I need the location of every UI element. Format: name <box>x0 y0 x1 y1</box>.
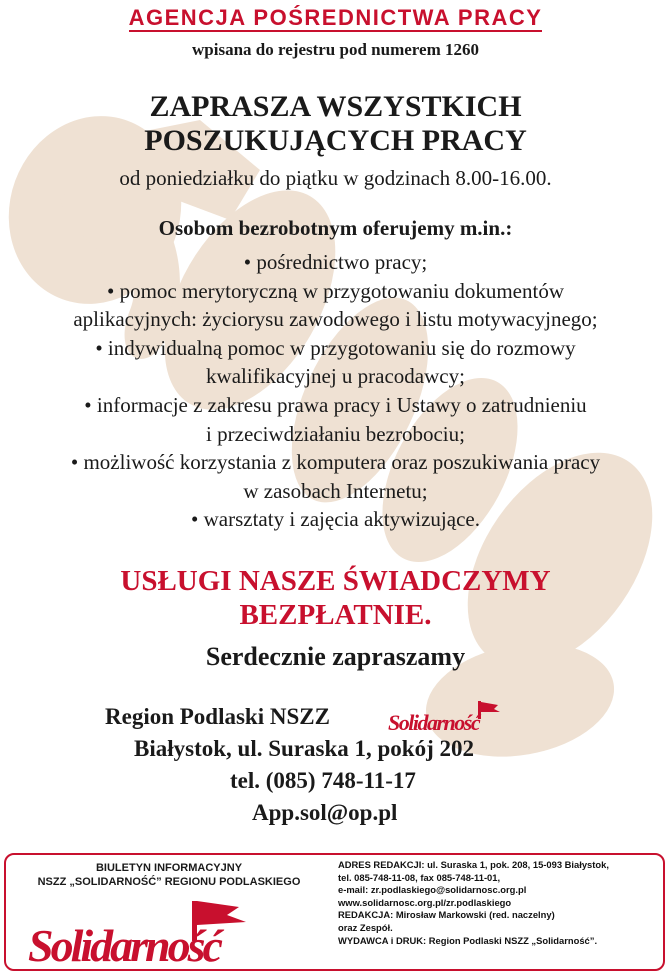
offer-line: w zasobach Internetu; <box>243 478 428 503</box>
offer-line: aplikacyjnych: życiorysu zawodowego i listu motywacyjnego; <box>73 307 598 332</box>
solidarnosc-logo <box>24 895 294 967</box>
free-services-notice <box>0 564 671 632</box>
region-name: Region Podlaski NSZZ <box>105 704 330 729</box>
offer-line: kwalifikacyjnej u pracodawcy; <box>206 364 465 389</box>
offer-line: • pośrednictwo pracy; <box>243 250 428 274</box>
bulletin-title <box>14 861 324 889</box>
offer-line: • warsztaty i zajęcia aktywizujące. <box>191 507 480 532</box>
editorial-line: ADRES REDAKCJI: ul. Suraska 1, pok. 208, 15-093 Białystok, <box>338 859 609 870</box>
editorial-line: www.solidarnosc.org.pl/zr.podlaskiego <box>338 896 512 908</box>
offer-list <box>10 248 661 534</box>
offer-line: • indywidualną pomoc w przygotowaniu się do rozmowy <box>95 335 576 360</box>
registry-note: wpisana do rejestru pod numerem 1260 <box>192 40 479 59</box>
headline <box>0 90 671 158</box>
offer-line: • możliwość korzystania z komputera oraz poszukiwania pracy <box>70 450 601 475</box>
address: Białystok, ul. Suraska 1, pokój 202 <box>134 736 474 761</box>
free-services-line: USŁUGI NASZE ŚWIADCZYMY <box>120 565 551 597</box>
editorial-info <box>338 859 663 947</box>
bulletin-title-line: BIULETYN INFORMACYJNY <box>95 862 243 874</box>
offer-heading: Osobom bezrobotnym oferujemy m.in.: <box>158 216 513 240</box>
editorial-line: REDAKCJA: Mirosław Markowski (red. naczelny) <box>338 909 555 921</box>
editorial-line: oraz Zespół. <box>338 921 393 933</box>
headline-line: ZAPRASZA WSZYSTKICH <box>149 90 522 123</box>
svg-text:Solidarność: Solidarność <box>28 920 220 967</box>
bulletin-box <box>4 853 665 971</box>
headline-line: POSZUKUJĄCYCH PRACY <box>144 124 527 157</box>
office-hours: od poniedziałku do piątku w godzinach 8.00-16.00. <box>119 166 552 190</box>
invitation: Serdecznie zapraszamy <box>205 642 466 671</box>
offer-line: i przeciwdziałaniu bezrobociu; <box>206 421 465 446</box>
bulletin-title-line: NSZZ „SOLIDARNOŚĆ” REGIONU PODLASKIEGO <box>37 876 301 888</box>
phone: tel. (085) 748-11-17 <box>230 768 416 793</box>
email: App.sol@op.pl <box>252 800 398 825</box>
editorial-line: tel. 085-748-11-08, fax 085-748-11-01, <box>338 871 501 883</box>
solidarnosc-logo <box>386 700 526 734</box>
svg-text:Solidarność: Solidarność <box>388 710 480 734</box>
agency-title-text: AGENCJA POŚREDNICTWA PRACY <box>128 5 543 30</box>
offer-line: • informacje z zakresu prawa pracy i Ustawy o zatrudnieniu <box>84 392 587 417</box>
free-services-line: BEZPŁATNIE. <box>239 599 432 631</box>
editorial-line: WYDAWCA i DRUK: Region Podlaski NSZZ „Solidarność”. <box>338 934 598 946</box>
offer-line: • pomoc merytoryczną w przygotowaniu dokumentów <box>107 278 564 303</box>
agency-title <box>0 5 671 31</box>
editorial-line: e-mail: zr.podlaskiego@solidarnosc.org.pl <box>338 884 527 896</box>
